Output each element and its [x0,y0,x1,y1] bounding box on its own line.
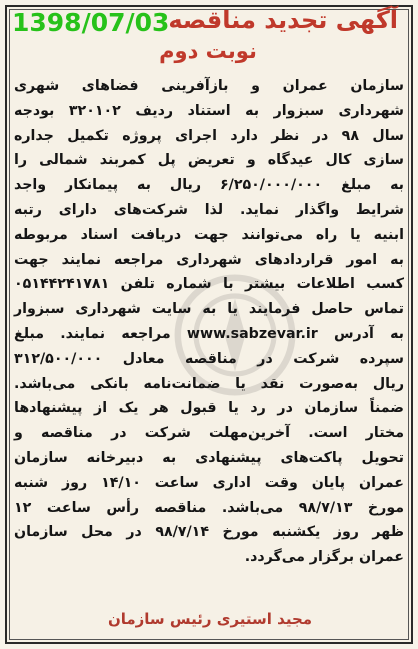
body-line: شرایط واگذار نماید. لذا شرکت‌های دارای رتبه [14,201,404,218]
body-line: ظهر روز یکشنبه مورخ ۹۸/۷/۱۴ در محل سازمان [14,524,404,541]
body-line: کسب اطلاعات بیشتر با شماره تلفن ۰۵۱۴۴۲۴۱۷۸۱ [14,276,404,293]
body-line: ضمناً سازمان در رد یا قبول هر یک از پیشنهادها [14,400,404,417]
body-line: سپرده شرکت در مناقصه معادل ۳۱۲/۵۰۰/۰۰۰ [14,350,404,367]
signature-line: مجید استیری رئیس سازمان [107,610,313,628]
body-line: سازی کال عیدگاه و تعریض پل کمربند شمالی را [14,152,404,169]
body-line: سال ۹۸ در نظر دارد اجرای پروژه تکمیل جداره [14,127,404,144]
body-line: تماس حاصل فرمایند یا به سایت شهرداری سبزوار [14,301,404,318]
body-line: به آدرس www.sabzevar.ir مراجعه نمایند. مبلغ [14,325,404,342]
body-line: عمران پایان وقت اداری ساعت ۱۴/۱۰ روز شنبه [14,474,404,491]
body-line: به امور قراردادهای شهرداری مراجعه نمایند جهت [14,251,404,268]
notice-subtitle: نوبت دوم [159,39,257,63]
body-line: شهرداری سبزوار به استناد ردیف ۳۲۰۱۰۲ بودجه [14,102,404,119]
body-line: ریال به‌صورت نقد یا ضمانت‌نامه بانکی می‌باشد. [14,375,404,392]
body-line: تحویل پاکت‌های پیشنهادی به دبیرخانه سازمان [14,449,404,466]
notice-body [14,74,404,570]
body-line: ابنیه یا راه می‌توانند جهت دریافت اسناد مربوطه [14,226,404,243]
body-line: مورخ ۹۸/۷/۱۳ می‌باشد. مناقصه رأس ساعت ۱۲ [14,499,404,516]
body-line: عمران برگزار می‌گردد. [244,549,404,566]
body-line: مختار است. آخرین‌مهلت شرکت در مناقصه و [14,425,404,442]
body-line: به مبلغ ۶/۲۵۰/۰۰۰/۰۰۰ ریال به پیمانکار واجد [14,177,405,194]
date-stamp: 1398/07/03 [12,8,170,37]
notice-title: آگهی تجدید مناقصه [168,6,398,34]
body-line: سازمان عمران و بازآفرینی فضاهای شهری [14,78,404,94]
